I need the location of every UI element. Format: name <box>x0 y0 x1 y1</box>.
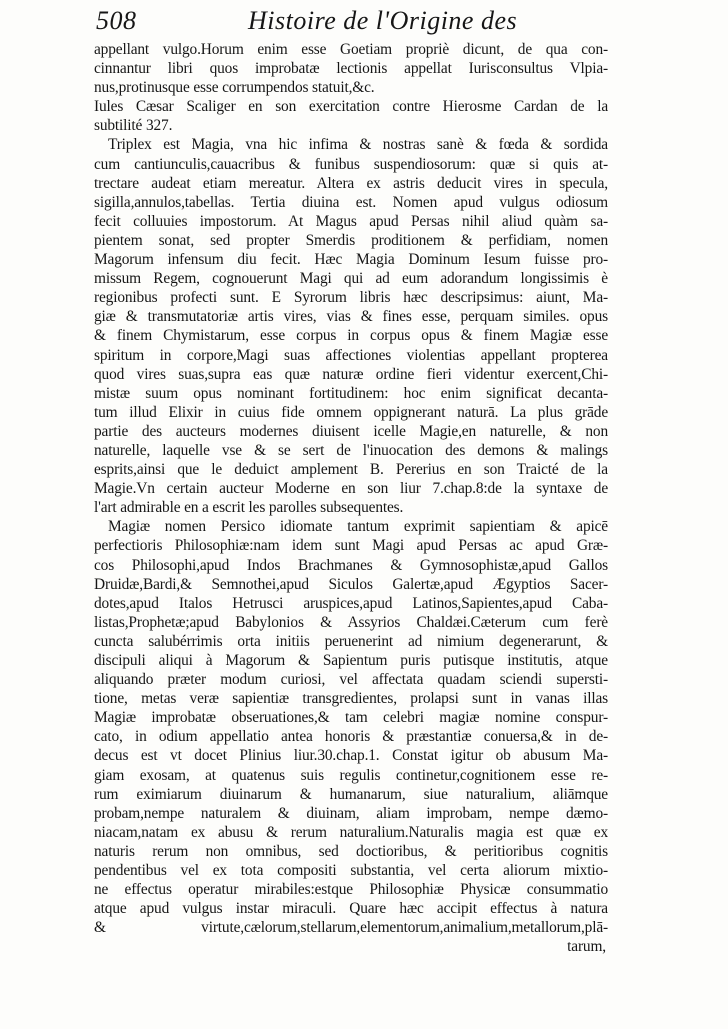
text-line: pendentibus vel ex tota compositi substantia, vel certa aliorum mixtio- <box>94 862 608 880</box>
text-line: Iules Cæsar Scaliger en son exercitation contre Hierosme Cardan de la <box>94 98 608 116</box>
text-line: giam exosam, at quatenus suis regulis continetur,cognitionem esse re- <box>94 766 608 784</box>
text-line: aliquando præter modum curiosi, vel affectata quadam sciendi supersti- <box>94 671 608 689</box>
text-line: quod vires suas,supra eas quæ naturæ ordine fieri videntur exercent,Chi- <box>94 365 608 383</box>
text-line: fecit colluuies impostorum. At Magus apud Persas nihil aliud quàm sa- <box>94 212 608 230</box>
text-line: partie des aucteurs modernes diuisent icelle Magie,en naturelle, & non <box>94 422 608 440</box>
running-head <box>96 6 616 40</box>
text-line: sigilla,annulos,tabellas. Tertia diuina est. Nomen apud vulgus odiosum <box>94 193 608 211</box>
text-line: & finem Chymistarum, esse corpus in corpus opus & finem Magiæ esse <box>94 327 608 345</box>
text-line: tione, metas veræ sapientiæ transgredientes, prolapsi sunt in vanas illas <box>94 690 608 708</box>
text-line: esprits,ainsi que le deduict amplement B. Pererius en son Traicté de la <box>94 461 608 479</box>
text-line: cum cantiunculis,cauacribus & funibus suspendiosorum: quæ si quis at- <box>94 155 608 173</box>
text-line: appellant vulgo.Horum enim esse Goetiam propriè dicunt, de qua con- <box>94 41 608 58</box>
text-line: & virtute,cælorum,stellarum,elementorum,animalium,metallorum,plā- <box>94 919 608 937</box>
text-line: nus,protinusque esse corrumpendos statuit,&c. <box>94 79 375 97</box>
body-text <box>94 40 608 957</box>
text-line: regionibus profecti sunt. E Syrorum libris hæc descripsimus: aiunt, Ma- <box>94 289 608 307</box>
text-line: missum Regem, cognouerunt Magi qui ad eum adorandum longissimis è <box>94 270 608 288</box>
text-line: Magiæ improbatæ obseruationes,& tam celebri magiæ nomine conspur- <box>94 709 608 727</box>
text-line: naturis rerum non omnibus, sed doctioribus, & peritioribus cognitis <box>94 842 608 860</box>
text-line: atque apud vulgus instar miraculi. Quare hæc accipit effectus à natura <box>94 900 608 918</box>
text-line: decus est vt docet Plinius liur.30.chap.1. Constat igitur ob abusum Ma- <box>94 747 608 765</box>
text-line: Magorum infensum diu fecit. Hæc Magia Dominum Iesum fuisse pro- <box>94 251 608 269</box>
text-line: spiritum in corpore,Magi suas affectiones violentias appellant propterea <box>94 346 608 364</box>
text-line: naturelle, laquelle vse & se sert de l'inuocation des demons & malings <box>94 441 608 459</box>
text-line: Druidæ,Bardi,& Semnothei,apud Siculos Galertæ,apud Ægyptios Sacer- <box>94 575 608 593</box>
catchword: tarum, <box>567 938 606 956</box>
text-line: probam,nempe naturalem & diuinam, aliam improbam, nempe dæmo- <box>94 804 608 822</box>
text-line: cos Philosophi,apud Indos Brachmanes & Gymnosophistæ,apud Gallos <box>94 556 608 574</box>
text-line: pientem sonat, sed propter Smerdis proditionem & perfidiam, nomen <box>94 231 608 249</box>
text-line: perfectioris Philosophiæ:nam idem sunt Magi apud Persas ac apud Græ- <box>94 537 608 555</box>
page-number: 508 <box>96 6 137 35</box>
text-line: cinnantur libri quos improbatæ lectionis appellat Iurisconsultus Vlpia- <box>94 60 608 78</box>
text-line: giæ & transmutatoriæ artis vires, vias & fines esse, perquam similes. opus <box>94 308 608 326</box>
text-line: listas,Prophetæ;apud Babylonios & Assyrios Chaldæi.Cæterum cum ferè <box>94 613 608 631</box>
text-line: l'art admirable en a escrit les parolles subsequentes. <box>94 499 404 517</box>
text-line: Magiæ nomen Persico idiomate tantum exprimit sapientiam & apicē <box>108 518 608 536</box>
text-line: cato, in odium appellatio antea honoris & præstantiæ conuersa,& in de- <box>94 728 608 746</box>
text-line: subtilité 327. <box>94 117 173 135</box>
text-line: ne effectus operatur mirabiles:estque Philosophiæ Physicæ consummatio <box>94 881 608 899</box>
text-line: Triplex est Magia, vna hic infima & nostras sanè & fœda & sordida <box>108 136 608 154</box>
text-line: cuncta salubérrimis orta initiis peruenerint ad nimium degenerarunt, & <box>94 632 608 650</box>
text-line: discipuli aliqui à Magorum & Sapientum puris putisque institutis, atque <box>94 652 608 669</box>
running-title: Histoire de l'Origine des <box>248 6 518 35</box>
text-line: tum illud Elixir in cuius fide omnem oppignerant naturā. La plus grāde <box>94 403 608 421</box>
text-line: dotes,apud Italos Hetrusci aruspices,apud Latinos,Sapientes,apud Caba- <box>94 594 608 612</box>
text-line: niacam,natam ex abusu & rerum naturalium.Naturalis magia est quæ ex <box>94 823 608 841</box>
text-line: rum eximiarum diuinarum & humanarum, siue naturalium, aliāmque <box>94 785 608 803</box>
text-line: Magie.Vn certain aucteur Moderne en son liur 7.chap.8:de la syntaxe de <box>94 480 608 498</box>
text-line: trectare audeat etiam mereatur. Altera ex astris deducit vires in specula, <box>94 174 608 192</box>
text-line: mistæ suum opus nominant fortitudinem: hoc enim significat decanta- <box>94 384 608 402</box>
